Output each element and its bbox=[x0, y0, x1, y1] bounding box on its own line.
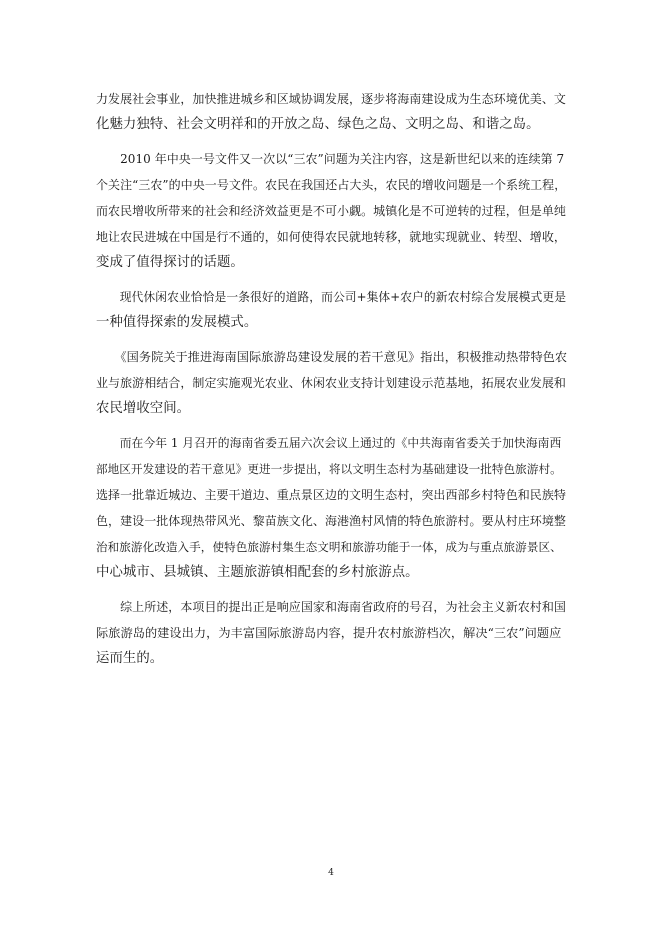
text-line: 2010 年中央一号文件又一次以“三农”问题为关注内容，这是新世纪以来的连续第 7 bbox=[96, 152, 565, 166]
text-line: 化魅力独特、社会文明祥和的开放之岛、绿色之岛、文明之岛、和谐之岛。 bbox=[96, 117, 540, 132]
text-line: 变成了值得探讨的话题。 bbox=[96, 255, 244, 270]
paragraph-4 bbox=[96, 344, 568, 422]
text-line: 运而生的。 bbox=[96, 651, 164, 666]
text-line: 业与旅游相结合，制定实施观光农业、休闲农业支持计划建设示范基地，拓展农业发展和 bbox=[96, 376, 566, 390]
text-line: 治和旅游化改造入手，使特色旅游村集生态文明和旅游功能于一体，成为与重点旅游景区、 bbox=[96, 540, 562, 554]
page-number: 4 bbox=[328, 868, 334, 878]
text-line: 力发展社会事业，加快推进城乡和区域协调发展，逐步将海南建设成为生态环境优美、文 bbox=[96, 92, 566, 106]
text-line: 而在今年 1 月召开的海南省委五届六次会议上通过的《中共海南省委关于加快海南西 bbox=[96, 436, 562, 450]
text-line: 色，建设一批体现热带风光、黎苗族文化、海港渔村风情的特色旅游村。要从村庄环境整 bbox=[96, 514, 566, 528]
text-line: 中心城市、县城镇、主题旅游镇相配套的乡村旅游点。 bbox=[96, 565, 419, 580]
paragraph-3 bbox=[96, 284, 568, 336]
text-line: 现代休闲农业恰恰是一条很好的道路，而公司+集体+农户的新农村综合发展模式更是 bbox=[96, 290, 567, 304]
text-line: 农民增收空间。 bbox=[96, 401, 191, 416]
paragraph-1 bbox=[96, 86, 568, 138]
text-line: 际旅游岛的建设出力，为丰富国际旅游岛内容，提升农村旅游档次，解决“三农”问题应 bbox=[96, 626, 562, 640]
paragraph-5 bbox=[96, 430, 568, 586]
text-line: 综上所述，本项目的提出正是响应国家和海南省政府的号召，为社会主义新农村和国 bbox=[96, 600, 566, 614]
document-body bbox=[96, 86, 568, 680]
text-line: 而农民增收所带来的社会和经济效益更是不可小觑。城镇化是不可逆转的过程，但是单纯 bbox=[96, 204, 566, 218]
text-line: 选择一批靠近城边、主要干道边、重点景区边的文明生态村，突出西部乡村特色和民族特 bbox=[96, 488, 566, 502]
text-line: 一种值得探索的发展模式。 bbox=[96, 315, 258, 330]
paragraph-6 bbox=[96, 594, 568, 672]
text-line: 部地区开发建设的若干意见》更进一步提出，将以文明生态村为基础建设一批特色旅游村。 bbox=[96, 462, 562, 476]
text-line: 地让农民进城在中国是行不通的，如何使得农民就地转移，就地实现就业、转型、增收， bbox=[96, 230, 566, 244]
text-line: 个关注“三农”的中央一号文件。农民在我国还占大头，农民的增收问题是一个系统工程， bbox=[96, 178, 567, 192]
text-line: 《国务院关于推进海南国际旅游岛建设发展的若干意见》指出，积极推动热带特色农 bbox=[96, 350, 568, 364]
paragraph-2 bbox=[96, 146, 568, 276]
